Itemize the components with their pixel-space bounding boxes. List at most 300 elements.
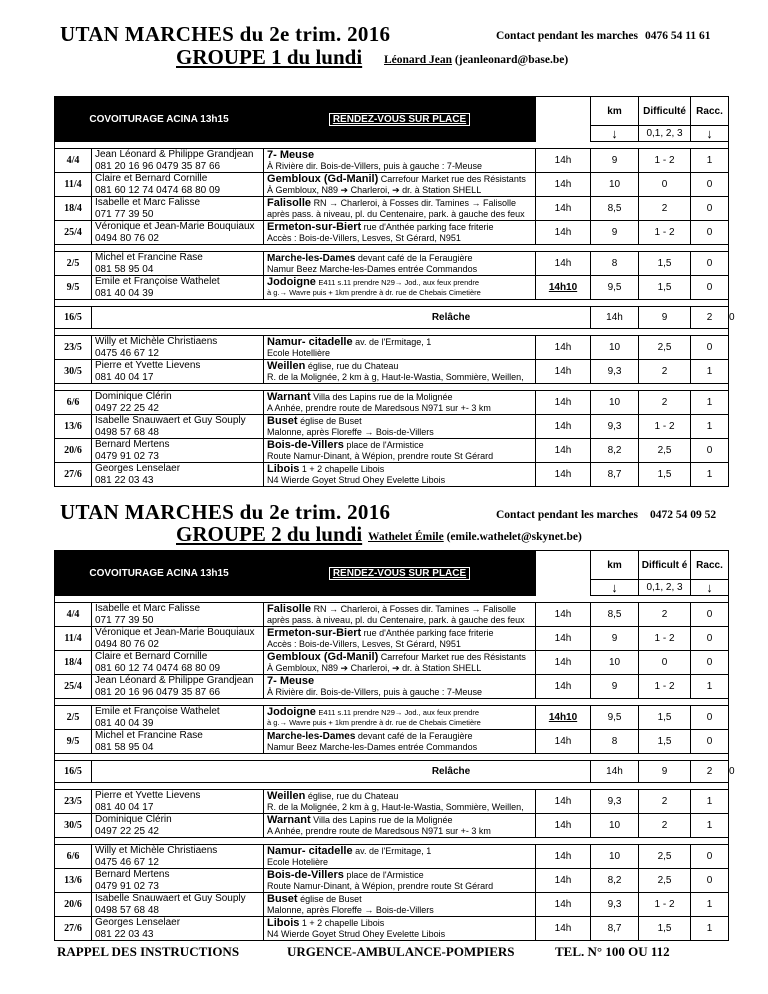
organizer-line: 081 22 03 43 — [95, 928, 154, 940]
organizers — [92, 790, 264, 814]
shortcut: 0 — [691, 627, 729, 651]
organizer-line: 081 40 04 39 — [95, 717, 154, 729]
walk-date: 16/5 — [55, 761, 92, 783]
km-header: km — [591, 551, 639, 580]
place-name: Buset — [267, 415, 298, 427]
table-row — [55, 149, 729, 173]
place-line-1 — [267, 707, 533, 719]
difficulty: 1 - 2 — [639, 627, 691, 651]
distance-km: 9 — [591, 675, 639, 699]
place-line-1 — [267, 894, 533, 905]
walk-date: 6/6 — [55, 391, 92, 415]
place-detail: RN → Charleroi, à Fosses dir. Tamines → Falisolle — [313, 198, 516, 208]
distance-km: 9 — [591, 627, 639, 651]
place-detail: av. de l'Ermitage, 1 — [355, 846, 432, 856]
difficulty: 2 — [691, 761, 729, 783]
rdv-header — [264, 97, 536, 142]
header-row — [55, 97, 729, 126]
place-name: Namur- citadelle — [267, 336, 353, 348]
start-time: 14h — [536, 149, 591, 173]
organizer-line: Willy et Michèle Christiaens — [95, 845, 218, 856]
distance-km: 9 — [639, 761, 691, 783]
organizer-line: Georges Lenselaer — [95, 463, 181, 474]
meeting-place — [264, 173, 536, 197]
place-name: Gembloux (Gd-Manil) — [267, 173, 379, 185]
shortcut: 0 — [691, 869, 729, 893]
organizer-line: 071 77 39 50 — [95, 614, 154, 626]
distance-km: 8,7 — [591, 463, 639, 487]
walk-date: 25/4 — [55, 675, 92, 699]
start-time: 14h — [536, 173, 591, 197]
organizer-line: 081 40 04 17 — [95, 801, 154, 813]
table-row — [55, 814, 729, 838]
difficulty: 1,5 — [639, 252, 691, 276]
place-detail: devant café de la Feraugière — [357, 730, 473, 741]
organizer-line: 0498 57 68 48 — [95, 426, 159, 438]
difficulty: 1 - 2 — [639, 675, 691, 699]
difficulty: 2,5 — [639, 845, 691, 869]
organizers — [92, 360, 264, 384]
meeting-place — [264, 814, 536, 838]
distance-km: 9,3 — [591, 360, 639, 384]
place-line-2: Ecole Hotelière — [267, 856, 329, 867]
start-time: 14h — [536, 463, 591, 487]
distance-km: 10 — [591, 845, 639, 869]
start-time: 14h — [536, 415, 591, 439]
distance-km: 10 — [591, 651, 639, 675]
table-row — [55, 730, 729, 754]
organizers — [92, 730, 264, 754]
shortcut: 1 — [691, 391, 729, 415]
organizer-line: Emile et Françoise Wathelet — [95, 706, 220, 717]
start-time: 14h — [536, 730, 591, 754]
table-row — [55, 391, 729, 415]
racc-header: Racc. — [691, 551, 729, 580]
start-time: 14h — [536, 252, 591, 276]
place-detail: église de Buset — [300, 416, 362, 426]
walk-date: 30/5 — [55, 360, 92, 384]
shortcut: 1 — [691, 415, 729, 439]
group-2-leader-email: (emile.wathelet@skynet.be) — [446, 531, 582, 543]
km-header: km — [591, 97, 639, 126]
meeting-place — [264, 439, 536, 463]
organizer-line: Dominique Clérin — [95, 814, 172, 825]
group-1-contact-phone: 0476 54 11 61 — [645, 30, 711, 42]
shortcut: 1 — [691, 149, 729, 173]
organizer-line: 081 58 95 04 — [95, 741, 154, 753]
table-row — [55, 893, 729, 917]
start-time: 14h — [536, 391, 591, 415]
place-line-2: après pass. à niveau, pl. du Centenaire, park. à gauche des feux — [267, 208, 525, 219]
place-detail: Villa des Lapins rue de la Molignée — [313, 392, 453, 402]
organizer-line: Isabelle et Marc Falisse — [95, 603, 201, 614]
start-time: 14h — [536, 651, 591, 675]
place-line-1 — [267, 815, 533, 826]
table-row — [55, 675, 729, 699]
organizer-line: Isabelle Snauwaert et Guy Souply — [95, 415, 246, 426]
place-detail: église de Buset — [300, 894, 362, 904]
organizer-line: 081 22 03 43 — [95, 474, 154, 486]
group-2-schedule-table — [54, 550, 735, 941]
place-line-1 — [267, 628, 533, 639]
organizers — [92, 845, 264, 869]
place-name: Falisolle — [267, 603, 312, 615]
organizer-line: Isabelle et Marc Falisse — [95, 197, 201, 208]
organizers — [92, 415, 264, 439]
distance-km: 8,5 — [591, 197, 639, 221]
place-line-2: À Gembloux, N89 ➔ Charleroi, ➔ dr. à Station SHELL — [267, 662, 482, 673]
place-line-1 — [267, 222, 533, 233]
walk-date: 27/6 — [55, 463, 92, 487]
place-line-1 — [267, 731, 533, 743]
start-time: 14h — [536, 869, 591, 893]
place-line-2: Route Namur-Dinant, à Wépion, prendre route St Gérard — [267, 880, 494, 891]
difficulty: 1,5 — [639, 730, 691, 754]
place-line-2: A Anhée, prendre route de Maredsous N971 sur +- 3 km — [267, 825, 491, 836]
difficulty-scale: 0,1, 2, 3 — [639, 580, 691, 596]
difficulty: 2,5 — [639, 439, 691, 463]
walk-date: 20/6 — [55, 893, 92, 917]
distance-km: 8,2 — [591, 439, 639, 463]
walk-date: 2/5 — [55, 252, 92, 276]
group-1-header-title: UTAN MARCHES du 2e trim. 2016 — [60, 22, 391, 46]
walk-date: 9/5 — [55, 276, 92, 300]
walk-date: 11/4 — [55, 173, 92, 197]
organizer-line: 0498 57 68 48 — [95, 904, 159, 916]
place-detail: rue d'Anthée parking face friterie — [363, 222, 494, 232]
difficulty: 2 — [639, 790, 691, 814]
place-line-2: Accès : Bois-de-Villers, Lesves, St Gérard, N951 — [267, 232, 461, 243]
table-row — [55, 439, 729, 463]
start-time: 14h — [536, 814, 591, 838]
place-detail: église, rue du Chateau — [307, 361, 399, 371]
shortcut: 1 — [691, 917, 729, 941]
place-line-2: R. de la Molignée, 2 km à g, Haut-le-Wastia, Sommière, Weillen, — [267, 801, 524, 812]
organizer-line: Michel et Francine Rase — [95, 252, 203, 263]
start-time: 14h10 — [536, 276, 591, 300]
place-line-1 — [267, 676, 533, 687]
difficulty: 1 - 2 — [639, 893, 691, 917]
place-name: Bois-de-Villers — [267, 869, 344, 881]
start-time: 14h — [536, 917, 591, 941]
place-name: Warnant — [267, 814, 311, 826]
place-line-1 — [267, 277, 533, 289]
group-1-leader-name: Léonard Jean — [384, 54, 453, 66]
meeting-place — [264, 463, 536, 487]
place-line-1 — [267, 604, 533, 615]
difficulty-header: Difficulté — [639, 97, 691, 126]
organizers — [92, 917, 264, 941]
place-line-1 — [267, 174, 533, 185]
place-detail: av. de l'Ermitage, 1 — [355, 337, 432, 347]
walk-date: 16/5 — [55, 307, 92, 329]
table-row — [55, 360, 729, 384]
start-time: 14h — [591, 307, 639, 329]
difficulty: 0 — [639, 173, 691, 197]
organizers — [92, 893, 264, 917]
walk-date: 23/5 — [55, 336, 92, 360]
start-time: 14h — [536, 221, 591, 245]
place-line-2: Ecole Hotellière — [267, 347, 331, 358]
meeting-place — [264, 276, 536, 300]
organizer-line: Véronique et Jean-Marie Bouquiaux — [95, 627, 255, 638]
start-time: 14h — [536, 845, 591, 869]
place-name: 7- Meuse — [267, 149, 315, 161]
walk-date: 13/6 — [55, 869, 92, 893]
place-detail: 1 + 2 chapelle Libois — [301, 918, 385, 928]
table-row — [55, 336, 729, 360]
distance-km: 9 — [591, 221, 639, 245]
meeting-place — [264, 415, 536, 439]
distance-km: 8 — [591, 730, 639, 754]
shortcut: 1 — [691, 675, 729, 699]
shortcut: 0 — [691, 730, 729, 754]
time-header — [536, 551, 591, 596]
shortcut: 0 — [691, 276, 729, 300]
walk-date: 2/5 — [55, 706, 92, 730]
walk-date: 23/5 — [55, 790, 92, 814]
organizers — [92, 221, 264, 245]
place-line-2: Namur Beez Marche-les-Dames entrée Commandos — [267, 742, 478, 752]
organizer-line: 081 60 12 74 0474 68 80 09 — [95, 662, 221, 674]
group-2-leader-name: Wathelet Émile — [368, 531, 444, 543]
walk-date: 18/4 — [55, 197, 92, 221]
meeting-place — [264, 675, 536, 699]
distance-km: 8 — [591, 252, 639, 276]
place-line-1 — [267, 440, 533, 451]
organizer-line: 0479 91 02 73 — [95, 450, 159, 462]
footer-phone: TEL. N° 100 OU 112 — [555, 944, 670, 959]
start-time: 14h10 — [536, 706, 591, 730]
racc-header: Racc. — [691, 97, 729, 126]
place-detail: E411 s.11 prendre N29→ Jod., aux feux prendre — [318, 707, 480, 717]
difficulty-scale: 0,1, 2, 3 — [639, 126, 691, 142]
organizer-line: 081 40 04 17 — [95, 371, 154, 383]
difficulty: 2 — [639, 603, 691, 627]
place-line-2: Namur Beez Marche-les-Dames entrée Commandos — [267, 264, 478, 274]
shortcut: 1 — [691, 360, 729, 384]
place-name: Ermeton-sur-Biert — [267, 221, 362, 233]
organizer-line: 081 58 95 04 — [95, 263, 154, 275]
distance-km: 9,3 — [591, 893, 639, 917]
organizer-line: 081 20 16 96 0479 35 87 66 — [95, 160, 221, 172]
group-2-contact-phone: 0472 54 09 52 — [650, 509, 717, 521]
distance-km: 9 — [591, 149, 639, 173]
start-time: 14h — [536, 603, 591, 627]
distance-km: 10 — [591, 336, 639, 360]
place-line-1 — [267, 870, 533, 881]
meeting-place — [264, 252, 536, 276]
organizers — [92, 336, 264, 360]
walk-date: 18/4 — [55, 651, 92, 675]
organizer-line: Pierre et Yvette Lievens — [95, 790, 201, 801]
place-name: Marche-les-Dames — [267, 252, 356, 264]
difficulty: 2 — [639, 814, 691, 838]
group-2-contact-label: Contact pendant les marches — [496, 509, 638, 521]
organizer-line: 0494 80 76 02 — [95, 638, 159, 650]
table-row — [55, 197, 729, 221]
walk-date: 11/4 — [55, 627, 92, 651]
walk-date: 9/5 — [55, 730, 92, 754]
shortcut: 1 — [691, 893, 729, 917]
organizer-line: 0475 46 67 12 — [95, 347, 159, 359]
shortcut: 0 — [691, 439, 729, 463]
arrow-down-icon: ↓ — [691, 580, 729, 596]
difficulty: 2 — [691, 307, 729, 329]
organizers — [92, 651, 264, 675]
meeting-place — [264, 197, 536, 221]
organizers — [92, 173, 264, 197]
covoiturage-header: COVOITURAGE ACINA 13h15 — [55, 551, 264, 596]
place-line-1 — [267, 253, 533, 265]
distance-km: 9,3 — [591, 790, 639, 814]
meeting-place — [264, 845, 536, 869]
group-2-header-title: UTAN MARCHES du 2e trim. 2016 — [60, 500, 391, 524]
place-line-2: À Gembloux, N89 ➔ Charleroi, ➔ dr. à Station SHELL — [267, 184, 482, 195]
organizer-line: 0497 22 25 42 — [95, 402, 159, 414]
group-2-leader — [368, 531, 582, 543]
group-2-title: GROUPE 2 du lundi — [176, 522, 363, 546]
organizer-line: 0475 46 67 12 — [95, 856, 159, 868]
place-name: Libois — [267, 917, 300, 929]
organizer-line: Bernard Mertens — [95, 869, 170, 880]
rdv-label: RENDEZ-VOUS SUR PLACE — [329, 113, 470, 126]
place-detail: place de l'Armistice — [346, 440, 424, 450]
relache-label: Relâche — [92, 307, 591, 329]
table-row — [55, 463, 729, 487]
meeting-place — [264, 790, 536, 814]
distance-km: 9,5 — [591, 276, 639, 300]
start-time: 14h — [536, 439, 591, 463]
shortcut: 0 — [691, 336, 729, 360]
distance-km: 8,5 — [591, 603, 639, 627]
place-name: Buset — [267, 893, 298, 905]
start-time: 14h — [536, 360, 591, 384]
start-time: 14h — [591, 761, 639, 783]
distance-km: 10 — [591, 391, 639, 415]
place-line-1 — [267, 846, 533, 857]
organizers — [92, 276, 264, 300]
organizer-line: 081 60 12 74 0474 68 80 09 — [95, 184, 221, 196]
walk-date: 27/6 — [55, 917, 92, 941]
start-time: 14h — [536, 627, 591, 651]
organizers — [92, 627, 264, 651]
group-1-leader-email: (jeanleonard@base.be) — [454, 54, 569, 66]
place-line-2: N4 Wierde Goyet Strud Ohey Evelette Libois — [267, 928, 446, 939]
organizer-line: Véronique et Jean-Marie Bouquiaux — [95, 221, 255, 232]
shortcut: 0 — [691, 603, 729, 627]
distance-km: 8,7 — [591, 917, 639, 941]
table-row — [55, 651, 729, 675]
shortcut: 0 — [691, 252, 729, 276]
header-row — [55, 551, 729, 580]
table-row: 16/5 Relâche 14h 9 2 0 — [55, 761, 729, 783]
organizer-line: 0479 91 02 73 — [95, 880, 159, 892]
start-time: 14h — [536, 197, 591, 221]
meeting-place — [264, 627, 536, 651]
organizer-line: Georges Lenselaer — [95, 917, 181, 928]
place-name: Libois — [267, 463, 300, 475]
organizers — [92, 869, 264, 893]
organizer-line: Jean Léonard & Philippe Grandjean — [95, 149, 254, 160]
table-row — [55, 627, 729, 651]
walk-date: 25/4 — [55, 221, 92, 245]
start-time: 14h — [536, 675, 591, 699]
place-name: Jodoigne — [267, 705, 316, 718]
place-line-1 — [267, 392, 533, 403]
place-name: Gembloux (Gd-Manil) — [267, 651, 379, 663]
place-name: Jodoigne — [267, 275, 316, 288]
meeting-place — [264, 360, 536, 384]
organizer-line: Willy et Michèle Christiaens — [95, 336, 218, 347]
place-line-2: Accès : Bois-de-Villers, Lesves, St Gérard, N951 — [267, 638, 461, 649]
organizer-line: 0497 22 25 42 — [95, 825, 159, 837]
organizers — [92, 391, 264, 415]
place-detail: RN → Charleroi, à Fosses dir. Tamines → Falisolle — [313, 604, 516, 614]
group-1-schedule-table — [54, 96, 735, 487]
table-row — [55, 790, 729, 814]
shortcut: 0 — [691, 221, 729, 245]
walk-date: 4/4 — [55, 149, 92, 173]
place-detail: place de l'Armistice — [346, 870, 424, 880]
footer-instructions: RAPPEL DES INSTRUCTIONS — [57, 944, 240, 959]
place-detail: devant café de la Feraugière — [357, 252, 473, 263]
difficulty: 2,5 — [639, 869, 691, 893]
arrow-down-icon: ↓ — [591, 580, 639, 596]
place-line-1 — [267, 150, 533, 161]
place-line-1 — [267, 361, 533, 372]
place-line-2: à g.→ Wavre puis + 1km prendre à dr. rue de Chebais Cimetière — [267, 718, 481, 727]
place-line-1 — [267, 337, 533, 348]
difficulty: 0 — [639, 651, 691, 675]
distance-km: 10 — [591, 173, 639, 197]
place-line-2: Malonne, après Floreffe → Bois-de-Villers — [267, 904, 434, 915]
place-detail: église, rue du Chateau — [307, 791, 399, 801]
walk-date: 30/5 — [55, 814, 92, 838]
place-detail: rue d'Anthée parking face friterie — [363, 628, 494, 638]
start-time: 14h — [536, 790, 591, 814]
place-name: Weillen — [267, 790, 306, 802]
walk-date: 13/6 — [55, 415, 92, 439]
organizers — [92, 149, 264, 173]
meeting-place — [264, 869, 536, 893]
place-name: Bois-de-Villers — [267, 439, 344, 451]
organizer-line: 071 77 39 50 — [95, 208, 154, 220]
organizer-line: Dominique Clérin — [95, 391, 172, 402]
organizer-line: Claire et Bernard Cornille — [95, 173, 208, 184]
place-line-1 — [267, 652, 533, 663]
difficulty: 1 - 2 — [639, 415, 691, 439]
start-time: 14h — [536, 336, 591, 360]
shortcut: 0 — [691, 706, 729, 730]
place-detail: Villa des Lapins rue de la Molignée — [313, 815, 453, 825]
rdv-header — [264, 551, 536, 596]
organizers — [92, 252, 264, 276]
arrow-down-icon: ↓ — [691, 126, 729, 142]
table-row — [55, 706, 729, 730]
meeting-place — [264, 603, 536, 627]
shortcut: 0 — [691, 173, 729, 197]
difficulty: 1,5 — [639, 276, 691, 300]
distance-km: 10 — [591, 814, 639, 838]
place-line-1 — [267, 791, 533, 802]
organizers — [92, 706, 264, 730]
meeting-place — [264, 893, 536, 917]
place-name: Marche-les-Dames — [267, 730, 356, 742]
place-line-2: À Rivière dir. Bois-de-Villers, puis à gauche : 7-Meuse — [267, 160, 482, 171]
meeting-place — [264, 391, 536, 415]
distance-km: 8,2 — [591, 869, 639, 893]
